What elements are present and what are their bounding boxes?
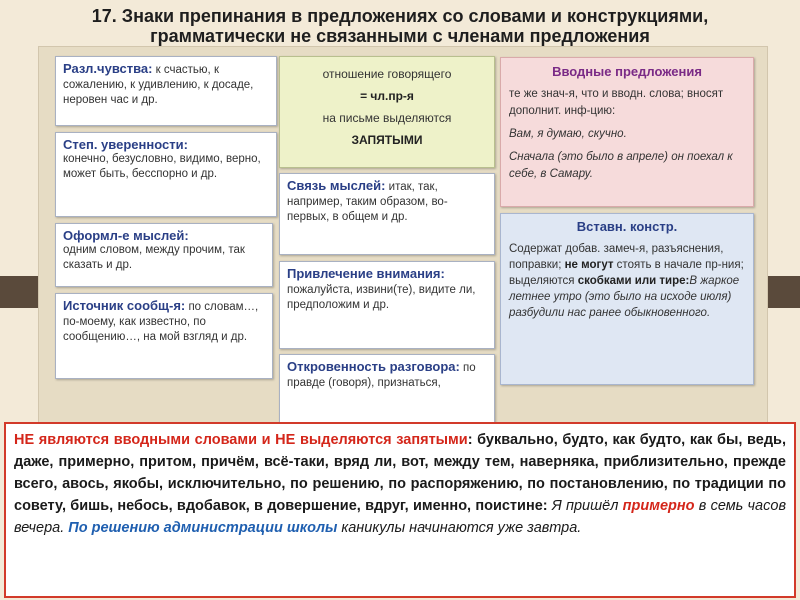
center-info-box xyxy=(279,56,495,168)
not-introductory-lead: НЕ являются вводными словами и НЕ выделяются запятыми xyxy=(14,432,468,448)
right-edge-bar xyxy=(768,276,800,308)
razl-chuvstva-head: Разл.чувства: xyxy=(63,61,153,76)
istochnik-box xyxy=(55,293,273,379)
vvodnye-example-1: Вам, я думаю, скучно. xyxy=(509,128,627,140)
svyaz-mysley-box xyxy=(279,173,495,255)
oform-mysley-box xyxy=(55,223,273,287)
title-line-1: 17. Знаки препинания в предложениях со словами и конструкциями, xyxy=(91,6,709,26)
example-2-part-a: По решению администрации школы xyxy=(68,520,338,536)
razl-chuvstva-text: к счастью, к сожалению, к удивлению, к досаде, неровен час и др. xyxy=(63,64,254,106)
otkrovennost-box xyxy=(279,354,495,424)
oform-mysley-text: одним словом, между прочим, так сказать и др. xyxy=(63,244,245,271)
svyaz-mysley-head: Связь мыслей: xyxy=(287,178,386,193)
not-introductory-box xyxy=(4,422,796,598)
step-uverennosti-head: Степ. уверенности: xyxy=(63,137,188,152)
not-introductory-list: : буквально, будто, как будто, как бы, ведь, даже, примерно, притом, причём, всё-таки, вряд ли, вот, между тем, наверняка, приблизительно, прежде всего, авось, якобы, исключительно, по решению, по распоряжению, по постановлению, по традиции по совету, бишь, небось, вдобавок, в довершение, вдруг, именно, поистине: xyxy=(14,432,786,514)
title-line-2: грамматически не связанными с членами предложения xyxy=(150,26,650,46)
center-line-2: = чл.пр-я xyxy=(360,89,414,103)
privlechenie-head: Привлечение внимания: xyxy=(287,266,445,281)
vstavnye-head: Вставн. констр. xyxy=(576,219,678,234)
istochnik-head: Источник сообщ-я: xyxy=(63,298,186,313)
vstavnye-text xyxy=(509,241,745,321)
example-1-part-c: в семь часов вечера. xyxy=(14,498,787,536)
vvodnye-example-2: Сначала (это было в апреле) он поехал к себе, в Самару. xyxy=(509,151,733,180)
istochnik-text: по словам…, по-моему, как известно, по сообщению…, на мой взгляд и др. xyxy=(63,301,259,343)
vstavnye-konstr-box xyxy=(500,213,754,385)
center-line-3: на письме выделяются xyxy=(322,111,452,125)
vvodnye-predlozheniya-box xyxy=(500,57,754,207)
vstavnye-example: В жаркое летнее утро (это было на исходе июля) разбудили нас ранее обыкновенного. xyxy=(509,275,740,319)
vstavnye-text-3: стоять в начале пр-ния; выделяются xyxy=(509,259,744,287)
otkrovennost-head: Откровенность разговора: xyxy=(287,359,460,374)
razl-chuvstva-box xyxy=(55,56,277,126)
vstavnye-text-1: Содержат добав. замеч-я, разъяснения, поправки; xyxy=(509,243,724,271)
step-uverennosti-box xyxy=(55,132,277,217)
privlechenie-box xyxy=(279,261,495,349)
privlechenie-text: пожалуйста, извини(те), видите ли, предположим и др. xyxy=(287,284,476,311)
example-1-part-a: Я пришёл xyxy=(551,498,623,514)
example-1-part-b: примерно xyxy=(622,498,695,514)
vvodnye-head: Вводные предложения xyxy=(552,64,702,79)
step-uverennosti-text: конечно, безусловно, видимо, верно, может быть, бесспорно и др. xyxy=(63,153,261,180)
example-2-part-b: каникулы начинаются уже завтра. xyxy=(337,520,582,536)
left-edge-bar xyxy=(0,276,38,308)
vstavnye-text-4: скобками или тире: xyxy=(577,275,690,287)
vstavnye-text-2: не могут xyxy=(564,259,614,271)
vvodnye-definition: те же знач-я, что и вводн. слова; вносят дополнит. инф-цию: xyxy=(509,88,724,117)
slide-title xyxy=(10,6,790,46)
center-line-1: отношение говорящего xyxy=(322,67,452,81)
center-line-4: ЗАПЯТЫМИ xyxy=(351,133,423,147)
svyaz-mysley-text: итак, так, например, таким образом, во-первых, в общем и др. xyxy=(287,181,448,223)
otkrovennost-text: по правде (говоря), признаться, xyxy=(287,362,476,389)
oform-mysley-head: Оформл-е мыслей: xyxy=(63,228,189,243)
